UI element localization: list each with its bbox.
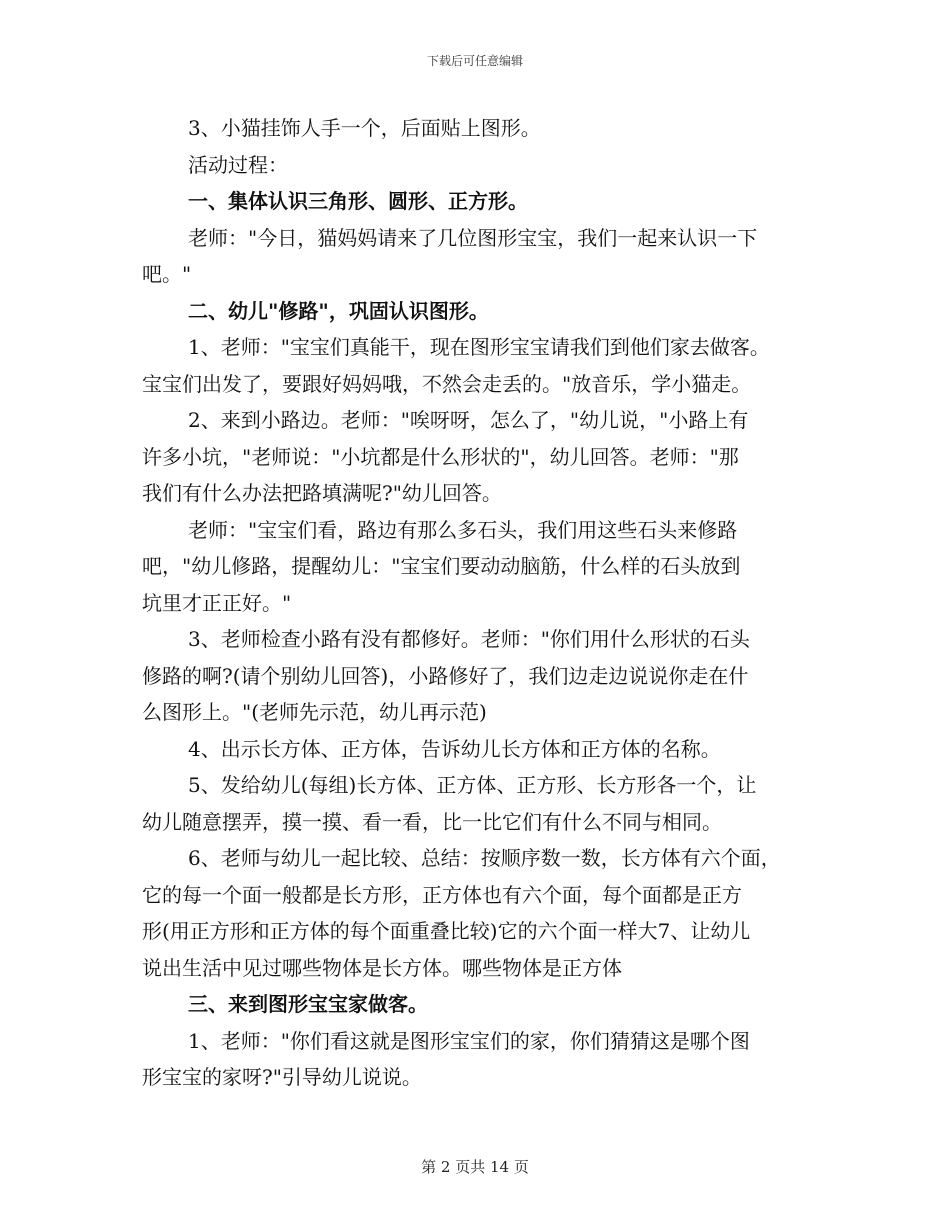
text-line: 4、出示长方体、正方体，告诉幼儿长方体和正方体的名称。 bbox=[188, 736, 721, 761]
text-line: 宝宝们出发了，要跟好妈妈哦，不然会走丢的。"放音乐，学小猫走。 bbox=[142, 371, 752, 396]
page-footer: 第 2 页共 14 页 bbox=[421, 1158, 529, 1176]
text-line: 3、小猫挂饰人手一个，后面贴上图形。 bbox=[188, 116, 541, 140]
text-line: 形宝宝的家呀?"引导幼儿说说。 bbox=[142, 1065, 422, 1089]
text-line: 幼儿随意摆弄，摸一摸、看一看，比一比它们有什么不同与相同。 bbox=[142, 809, 722, 834]
text-line: 许多小坑，"老师说："小坑都是什么形状的"，幼儿回答。老师："那 bbox=[142, 444, 739, 469]
page-header: 下载后可任意编辑 bbox=[426, 54, 523, 68]
text-line: 1、老师："你们看这就是图形宝宝们的家，你们猜猜这是哪个图 bbox=[188, 1028, 750, 1053]
text-line: 修路的啊?(请个别幼儿回答)，小路修好了，我们边走边说说你走在什 bbox=[142, 663, 749, 688]
text-line: 2、来到小路边。老师："唉呀呀，怎么了，"幼儿说，"小路上有 bbox=[188, 408, 749, 432]
text-line: 6、老师与幼儿一起比较、总结：按顺序数一数，长方体有六个面， bbox=[188, 846, 781, 870]
text-line: 说出生活中见过哪些物体是长方体。哪些物体是正方体 bbox=[142, 955, 622, 980]
text-line: 5、发给幼儿(每组)长方体、正方体、正方形、长方形各一个，让 bbox=[188, 773, 757, 797]
text-line: 老师："今日，猫妈妈请来了几位图形宝宝，我们一起来认识一下 bbox=[188, 225, 758, 250]
text-line: 3、老师检查小路有没有都修好。老师："你们用什么形状的石头 bbox=[188, 627, 750, 651]
text-line: 1、老师："宝宝们真能干，现在图形宝宝请我们到他们家去做客。 bbox=[188, 335, 770, 359]
text-line: 吧，"幼儿修路，提醒幼儿："宝宝们要动动脑筋，什么样的石头放到 bbox=[142, 554, 741, 578]
document-body bbox=[142, 110, 822, 1096]
text-line: 吧。" bbox=[142, 262, 192, 286]
section-heading: 三、来到图形宝宝家做客。 bbox=[188, 992, 428, 1016]
text-line: 么图形上。"(老师先示范，幼儿再示范) bbox=[142, 700, 487, 724]
text-line: 我们有什么办法把路填满呢?"幼儿回答。 bbox=[142, 481, 502, 505]
text-line: 活动过程： bbox=[188, 152, 288, 177]
section-heading: 一、集体认识三角形、圆形、正方形。 bbox=[188, 189, 528, 213]
text-line: 它的每一个面一般都是长方形，正方体也有六个面，每个面都是正方 bbox=[142, 882, 742, 907]
section-heading: 二、幼儿"修路"，巩固认识图形。 bbox=[188, 298, 489, 323]
text-line: 老师："宝宝们看，路边有那么多石头，我们用这些石头来修路 bbox=[188, 517, 738, 542]
text-line: 形(用正方形和正方体的每个面重叠比较)它的六个面一样大7、让幼儿 bbox=[142, 919, 751, 943]
text-line: 坑里才正正好。" bbox=[142, 590, 292, 615]
